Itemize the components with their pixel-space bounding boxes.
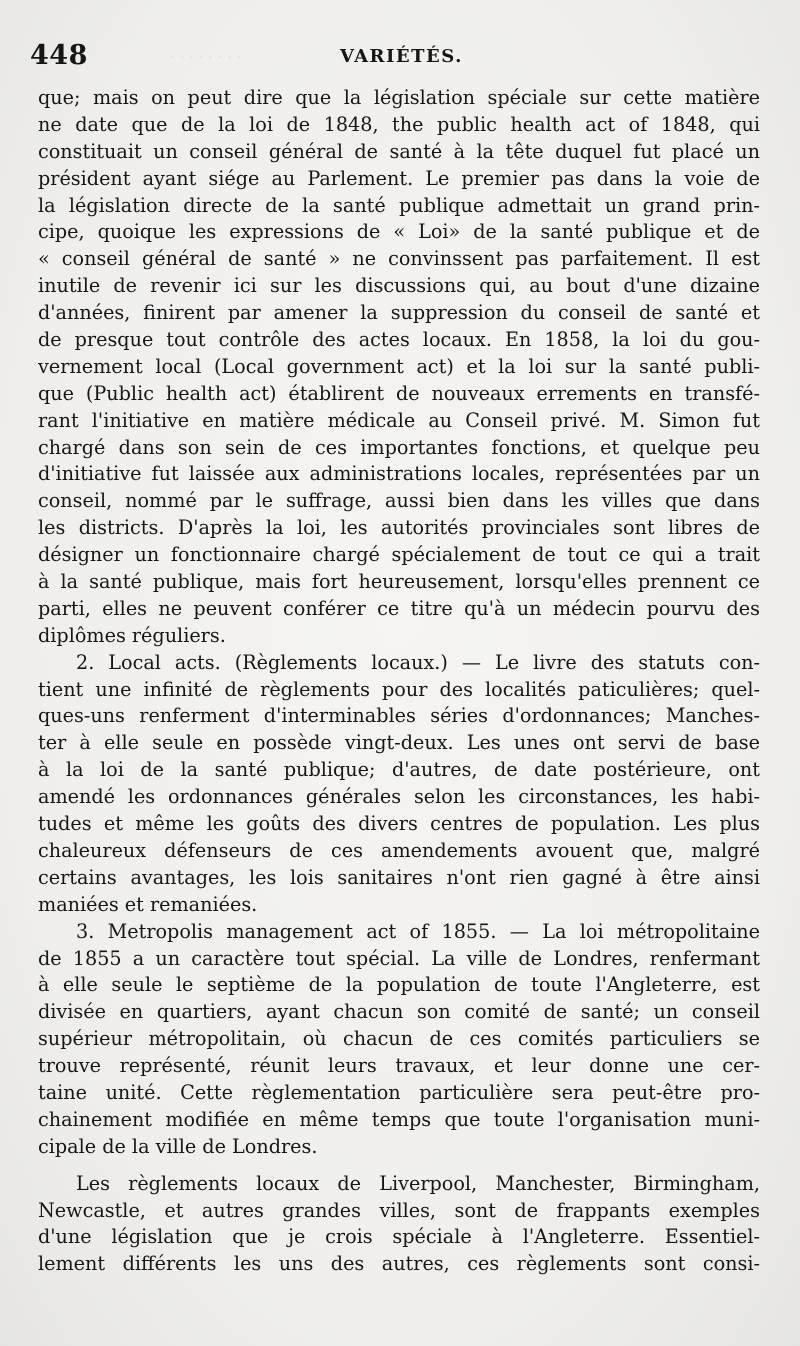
paragraph-local-regulations — [38, 1171, 760, 1279]
text-line: parti, elles ne peuvent conférer ce titre qu'à un médecin pourvu des — [38, 596, 760, 620]
paragraph-gap — [38, 1161, 760, 1171]
paragraph-legislation-history — [38, 85, 760, 650]
text-line: cipe, quoique les expressions de « Loi» de la santé publique et de — [38, 220, 760, 244]
text-line: à la loi de la santé publique; d'autres, de date postérieure, ont — [38, 758, 760, 782]
running-title: VARIÉTÉS. — [340, 46, 463, 67]
text-line: ques-uns renferment d'interminables séries d'ordonnances; Manches- — [38, 704, 760, 728]
text-line: vernement local (Local government act) et la loi sur la santé publi- — [38, 354, 760, 378]
text-line: ter à elle seule en possède vingt-deux. Les unes ont servi de base — [38, 731, 760, 755]
page-header — [30, 40, 760, 80]
text-line: d'années, finirent par amener la suppression du conseil de santé et — [38, 301, 760, 325]
text-line: amendé les ordonnances générales selon les circonstances, les habi- — [38, 785, 760, 809]
text-line: diplômes réguliers. — [38, 623, 226, 647]
text-line: conseil, nommé par le suffrage, aussi bien dans les villes que dans — [38, 489, 760, 513]
text-line: chaleureux défenseurs de ces amendements avouent que, malgré — [38, 838, 760, 862]
text-line: chainement modifiée en même temps que toute l'organisation muni- — [38, 1107, 760, 1131]
text-line: d'initiative fut laissée aux administrations locales, représentées par un — [38, 462, 760, 486]
text-line: à la santé publique, mais fort heureusement, lorsqu'elles prennent ce — [38, 570, 760, 594]
text-line: la législation directe de la santé publique admettait un grand prin- — [38, 193, 760, 217]
page-number: 448 — [30, 40, 88, 71]
text-line: tient une infinité de règlements pour des localités paticulières; quel- — [38, 677, 760, 701]
text-line: lement différents les uns des autres, ces règlements sont consi- — [38, 1252, 760, 1276]
text-line: 3. Metropolis management act of 1855. — La loi métropolitaine — [76, 919, 760, 943]
text-line: inutile de revenir ici sur les discussions qui, au bout d'une dizaine — [38, 274, 760, 298]
text-line: trouve représenté, réunit leurs travaux, et leur donne une cer- — [38, 1054, 760, 1078]
text-line: Newcastle, et autres grandes villes, sont de frappants exemples — [38, 1198, 760, 1222]
text-line: « conseil général de santé » ne convinssent pas parfaitement. Il est — [38, 247, 760, 271]
text-line: désigner un fonctionnaire chargé spécialement de tout ce qui a trait — [38, 543, 760, 567]
text-line: divisée en quartiers, ayant chacun son comité de santé; un conseil — [38, 1000, 760, 1024]
text-line: de presque tout contrôle des actes locaux. En 1858, la loi du gou- — [38, 328, 760, 352]
text-line: taine unité. Cette règlementation particulière sera peut-être pro- — [38, 1080, 760, 1104]
text-line: maniées et remaniées. — [38, 892, 258, 916]
paragraph-local-acts — [38, 650, 760, 919]
bleed-through-decoration: · · · · · · · · — [170, 48, 242, 66]
text-line: chargé dans son sein de ces importantes fonctions, et quelque peu — [38, 435, 760, 459]
text-line: supérieur métropolitain, où chacun de ces comités particuliers se — [38, 1027, 760, 1051]
paragraph-metropolis-act — [38, 919, 760, 1161]
text-line: que (Public health act) établirent de nouveaux errements en transfé- — [38, 381, 760, 405]
text-line: certains avantages, les lois sanitaires n'ont rien gagné à être ainsi — [38, 865, 760, 889]
text-line: président ayant siége au Parlement. Le premier pas dans la voie de — [38, 166, 760, 190]
text-line: à elle seule le septième de la population de toute l'Angleterre, est — [38, 973, 760, 997]
text-line: cipale de la ville de Londres. — [38, 1134, 318, 1158]
text-line: ne date que de la loi de 1848, the public health act of 1848, qui — [38, 112, 760, 136]
text-line: tudes et même les goûts des divers centres de population. Les plus — [38, 812, 760, 836]
text-line: que; mais on peut dire que la législation spéciale sur cette matière — [38, 86, 760, 109]
body-text — [38, 85, 760, 1278]
text-line: 2. Local acts. (Règlements locaux.) — Le livre des statuts con- — [76, 650, 760, 674]
text-line: les districts. D'après la loi, les autorités provinciales sont libres de — [38, 516, 760, 540]
text-line: d'une législation que je crois spéciale à l'Angleterre. Essentiel- — [38, 1225, 760, 1249]
text-line: constituait un conseil général de santé à la tête duquel fut placé un — [38, 139, 760, 163]
text-line: de 1855 a un caractère tout spécial. La ville de Londres, renfermant — [38, 946, 760, 970]
text-line: Les règlements locaux de Liverpool, Manchester, Birmingham, — [76, 1171, 760, 1195]
text-line: rant l'initiative en matière médicale au Conseil privé. M. Simon fut — [38, 408, 760, 432]
